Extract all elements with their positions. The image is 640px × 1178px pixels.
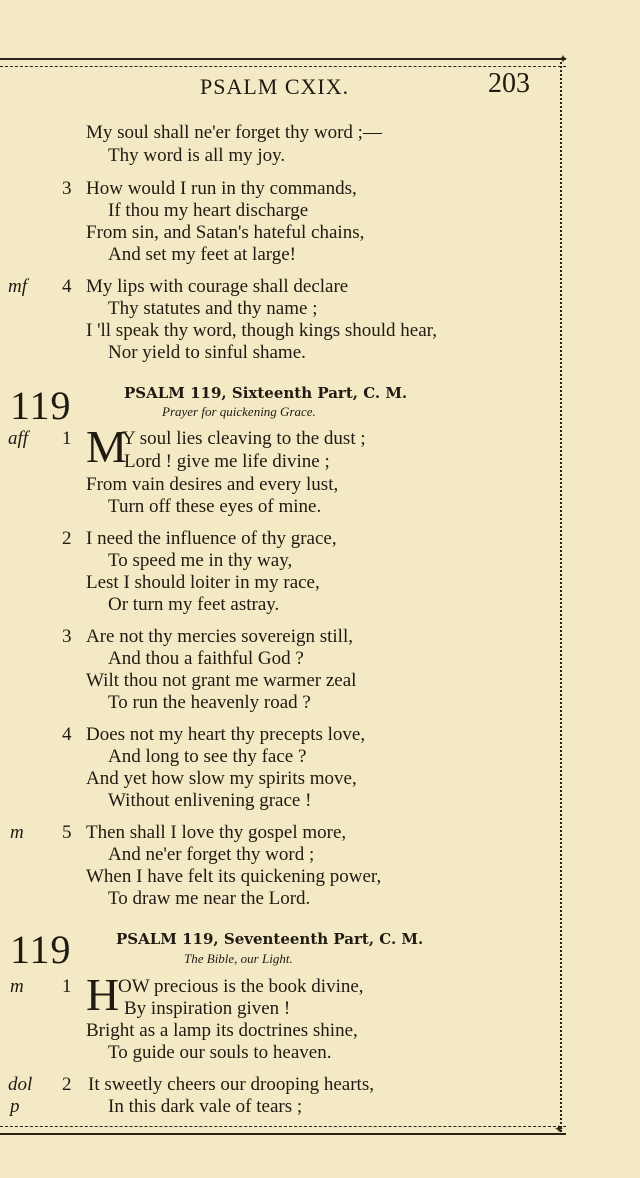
verse-line: Lord ! give me life divine ; [124, 451, 330, 472]
top-border-rule [0, 58, 566, 67]
corner-ornament-icon: ✦ [558, 52, 569, 66]
verse-line: My lips with courage shall declare [86, 276, 349, 297]
psalm-subtitle: Prayer for quickening Grace. [162, 404, 316, 419]
verse-line: Lest I should loiter in my race, [86, 572, 320, 593]
verse-number: 4 [62, 724, 72, 745]
verse-line: From sin, and Satan's hateful chains, [86, 222, 365, 243]
page-number: 203 [488, 68, 530, 99]
verse-line: Wilt thou not grant me warmer zeal [86, 670, 357, 691]
verse-line: By inspiration given ! [124, 998, 291, 1019]
verse-line: And ne'er forget thy word ; [108, 844, 315, 865]
psalm-subtitle: The Bible, our Light. [184, 951, 293, 966]
right-border-rule [560, 58, 566, 1132]
dynamic-marking: mf [8, 276, 27, 297]
verse-number: 2 [62, 528, 72, 549]
dynamic-marking: p [10, 1096, 20, 1117]
verse-line: If thou my heart discharge [108, 200, 309, 221]
verse-line: From vain desires and every lust, [86, 474, 339, 495]
verse-line: Does not my heart thy precepts love, [86, 724, 366, 745]
verse-line: And long to see thy face ? [108, 746, 307, 767]
verse-line: Nor yield to sinful shame. [108, 342, 306, 363]
verse-number: 5 [62, 822, 72, 843]
verse-number: 1 [62, 976, 72, 997]
verse-line: And thou a faithful God ? [108, 648, 304, 669]
verse-line: I need the influence of thy grace, [86, 528, 337, 549]
verse-line: When I have felt its quickening power, [86, 866, 382, 887]
psalm-number: 119 [10, 927, 72, 972]
psalm-heading: PSALM 119, Sixteenth Part, C. M. [124, 384, 408, 402]
verse-number: 2 [62, 1074, 72, 1095]
verse-number: 1 [62, 428, 72, 449]
verse-line: And yet how slow my spirits move, [86, 768, 357, 789]
verse-number: 3 [62, 178, 72, 199]
verse-line: To speed me in thy way, [108, 550, 293, 571]
verse-line: OW precious is the book divine, [118, 976, 364, 997]
verse-line: Then shall I love thy gospel more, [86, 822, 347, 843]
verse-line: I 'll speak thy word, though kings should hear, [86, 320, 437, 341]
verse-line: Thy word is all my joy. [108, 145, 286, 166]
dynamic-marking: dol [8, 1074, 33, 1095]
corner-ornament-icon: ✦ [554, 1122, 565, 1136]
verse-line: Turn off these eyes of mine. [108, 496, 322, 517]
drop-cap: H [86, 969, 120, 1020]
verse-line: Thy statutes and thy name ; [108, 298, 318, 319]
verse-line: My soul shall ne'er forget thy word ;— [86, 122, 382, 143]
dynamic-marking: m [10, 822, 24, 843]
dynamic-marking: aff [8, 428, 29, 449]
verse-line: In this dark vale of tears ; [108, 1096, 303, 1117]
bottom-border-rule [0, 1126, 566, 1135]
psalm-number: 119 [10, 383, 72, 428]
verse-line: To run the heavenly road ? [108, 692, 311, 713]
verse-number: 3 [62, 626, 72, 647]
running-header: PSALM CXIX. [200, 74, 350, 99]
verse-line: Or turn my feet astray. [108, 594, 280, 615]
verse-line: How would I run in thy commands, [86, 178, 357, 199]
dynamic-marking: m [10, 976, 24, 997]
verse-line: And set my feet at large! [108, 244, 296, 265]
verse-line: Bright as a lamp its doctrines shine, [86, 1020, 358, 1041]
verse-line: Without enlivening grace ! [108, 790, 312, 811]
verse-line: To guide our souls to heaven. [108, 1042, 332, 1063]
verse-line: Are not thy mercies sovereign still, [86, 626, 353, 647]
verse-line: Y soul lies cleaving to the dust ; [122, 428, 366, 449]
verse-line: It sweetly cheers our drooping hearts, [88, 1074, 374, 1095]
verse-number: 4 [62, 276, 72, 297]
psalm-heading: PSALM 119, Seventeenth Part, C. M. [116, 930, 424, 948]
drop-cap: M [86, 421, 127, 472]
verse-line: To draw me near the Lord. [108, 888, 311, 909]
